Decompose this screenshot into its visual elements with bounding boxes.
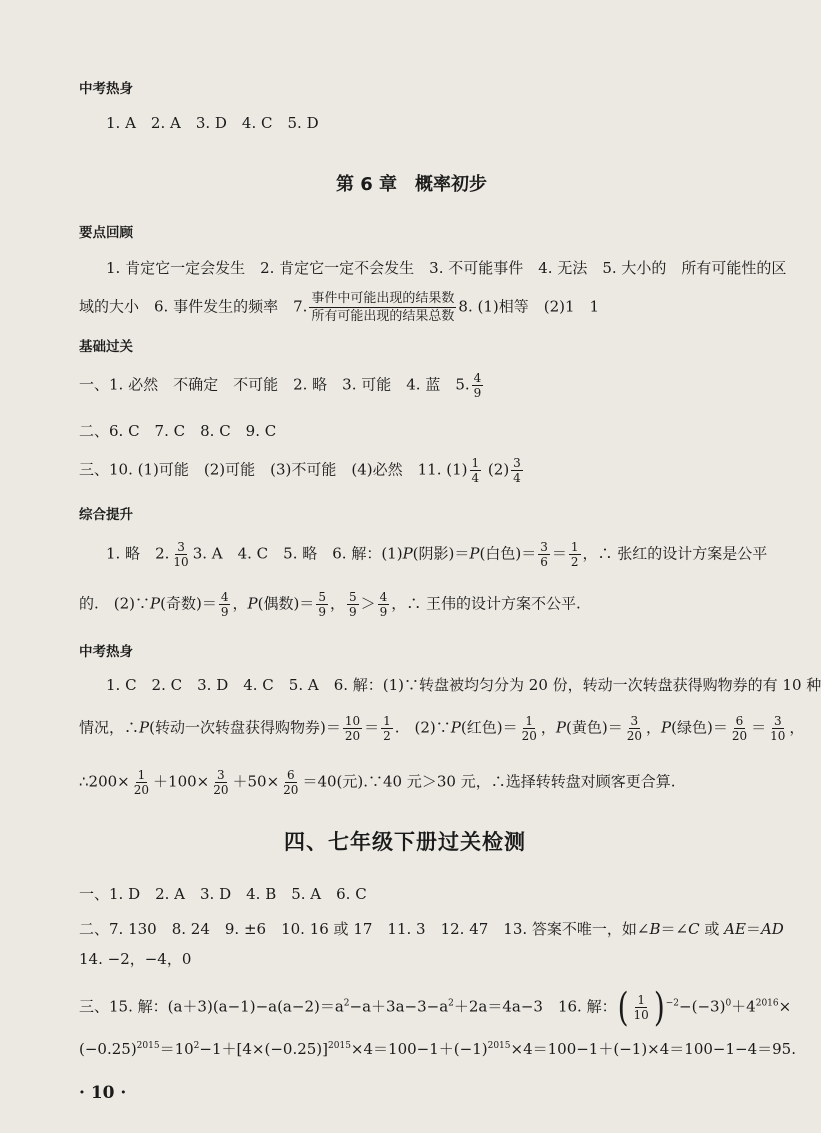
section-4-line-5: $(-0.25)^{2015}=10^2-1+[4\times(-0.25)]^{2015}\times 4=100-1+(-1)^{2015}\times 4=100-1+(-1)\times 4=100-1-4=95$. <box>79 1040 796 1058</box>
comprehensive-line-2: 的. (2)∵P(奇数)＝ $\frac{4}{9}$ ，P(偶数)＝ $\frac{5}{9}$ ， $\frac{5}{9}$ ＞ $\frac{4}{9}$ ，∴ 王伟的设计方案不公平. <box>79 590 581 619</box>
exam-warmup-2-heading: 中考热身 <box>79 644 133 660</box>
page-number: · 10 · <box>79 1083 127 1103</box>
basic-part-3: 三、10. (1)可能 (2)可能 (3)不可能 (4)必然 11. (1) $\frac{1}{4}$ (2) $\frac{3}{4}$ <box>79 456 521 485</box>
exam-warmup-2-line-2: 情况，∴P(转动一次转盘获得购物券)＝ $\frac{10}{20}$ ＝ $\frac{1}{2}$ . (2)∵P(红色)＝ $\frac{1}{20}$ ，P(黄色)＝ $\frac{3}{20}$ ，P(绿色)＝ $\frac{6}{20}$ ＝ $\frac{3}{10}$ ， <box>79 714 805 743</box>
exam-warmup-heading: 中考热身 <box>79 81 133 97</box>
key-points-line-1: 1. 肯定它一定会发生 2. 肯定它一定不会发生 3. 不可能事件 4. 无法 5. 大小的 所有可能性的区 <box>106 259 787 277</box>
comprehensive-heading: 综合提升 <box>79 507 133 523</box>
basic-heading: 基础过关 <box>79 339 133 355</box>
chapter-title: 第 6 章 概率初步 <box>336 174 488 195</box>
section-4-title: 四、七年级下册过关检测 <box>284 830 526 854</box>
basic-part-2: 二、6. C 7. C 8. C 9. C <box>79 422 277 440</box>
exam-warmup-2-line-1: 1. C 2. C 3. D 4. C 5. A 6. 解：(1)∵转盘被均匀分为 20 份，转动一次转盘获得购物券的有 10 种 <box>106 676 821 694</box>
key-points-heading: 要点回顾 <box>79 225 133 241</box>
basic-part-1: 一、1. 必然 不确定 不可能 2. 略 3. 可能 4. 蓝 5. $\frac{4}{9}$ <box>79 371 482 400</box>
fraction-probability-definition: 事件中可能出现的结果数 所有可能出现的结果总数 <box>311 291 455 324</box>
exam-warmup-2-line-3: ∴200× $\frac{1}{20}$ ＋100× $\frac{3}{20}$ ＋50× $\frac{6}{20}$ ＝40(元).∵40 元＞30 元，∴选择转转盘对顾客更合算. <box>79 768 676 797</box>
section-4-line-4: 三、15. 解：$(a+3)(a-1)-a(a-2)=a^2-a+3a-3-a^2+2a=4a-3$ 16. 解：( $\frac{1}{10}$ )$^{-2}-(-3)^0+4^{2016}\times$ <box>79 983 792 1030</box>
section-4-line-1: 一、1. D 2. A 3. D 4. B 5. A 6. C <box>79 885 367 903</box>
key-points-line-2: 域的大小 6. 事件发生的频率 7. 事件中可能出现的结果数 所有可能出现的结果总数 8. (1)相等 (2)1 1 <box>79 291 600 324</box>
section-4-line-2: 二、7. 130 8. 24 9. ±6 10. 16 或 17 11. 3 12. 47 13. 答案不唯一，如∠B＝∠C 或 AE＝AD <box>79 920 784 938</box>
exam-warmup-answers: 1. A 2. A 3. D 4. C 5. D <box>106 114 319 132</box>
section-4-line-3: 14. −2，−4，0 <box>79 950 192 968</box>
comprehensive-line-1: 1. 略 2. $\frac{3}{10}$ 3. A 4. C 5. 略 6. 解：(1)P(阴影)＝P(白色)＝ $\frac{3}{6}$ ＝ $\frac{1}{2}$ ，∴ 张红的设计方案是公平 <box>106 540 768 569</box>
